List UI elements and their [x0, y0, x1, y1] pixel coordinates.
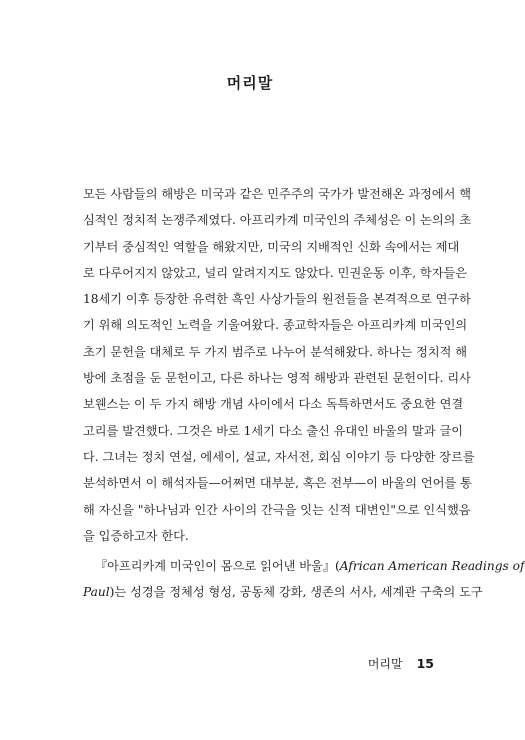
page-title: 머리말: [226, 74, 274, 92]
running-header: 머리말: [367, 657, 403, 671]
text-line: 분석하면서 이 해석자들—어쩌면 대부분, 혹은 전부—이 바울의 언어를 통: [83, 476, 472, 491]
text-line: 방에 초점을 둔 문헌이고, 다른 하나는 영적 해방과 관련된 문헌이다. 리사: [83, 371, 471, 386]
text-line: 로 다루어지지 않았고, 널리 알려지지도 않았다. 민권운동 이후, 학자들은: [83, 265, 468, 280]
text-line: 모든 사람들의 해방은 미국과 같은 민주주의 국가가 발전해온 과정에서 핵: [83, 187, 472, 201]
page-footer: [368, 655, 434, 672]
english-title: Paul: [83, 585, 110, 600]
text-line: 고리를 발견했다. 그것은 바로 1세기 다소 출신 유대인 바울의 말과 글이: [83, 423, 464, 438]
text-line: [83, 579, 483, 605]
text-line: 심적인 정치적 논쟁주제였다. 아프리카계 미국인의 주체성은 이 논의의 초: [83, 213, 472, 228]
book-title: 『아프리카계 미국인이 몸으로 읽어낸 바울』(: [95, 559, 340, 574]
body-text: [83, 181, 525, 606]
text-line: 다. 그녀는 정치 연설, 에세이, 설교, 자서전, 회심 이야기 등 다양한 장르를: [83, 449, 475, 464]
text-line: 해 자신을 "하나님과 인간 사이의 간극을 잇는 신적 대변인"으로 인식했음: [83, 502, 471, 517]
text-line: 보웬스는 이 두 가지 해방 개념 사이에서 다소 독특하면서도 중요한 연결: [83, 397, 464, 412]
page-number: 15: [416, 656, 434, 671]
text-line: 기부터 중심적인 역할을 해왔지만, 미국의 지배적인 신화 속에서는 제대: [83, 239, 460, 254]
text-span: )는 성경을 정체성 형성, 공동체 강화, 생존의 서사, 세계관 구축의 도구: [109, 585, 483, 600]
text-line: 기 위해 의도적인 노력을 기울여왔다. 종교학자들은 아프리카계 미국인의: [83, 318, 468, 333]
english-title: African American Readings of: [339, 559, 525, 574]
text-line: [83, 553, 525, 579]
text-line: 초기 문헌을 대체로 두 가지 범주로 나누어 분석해왔다. 하나는 정치적 해: [83, 344, 468, 359]
text-line: 18세기 이후 등장한 유력한 흑인 사상가들의 원전들을 본격적으로 연구하: [83, 292, 471, 307]
text-line: 을 입증하고자 한다.: [83, 528, 189, 543]
